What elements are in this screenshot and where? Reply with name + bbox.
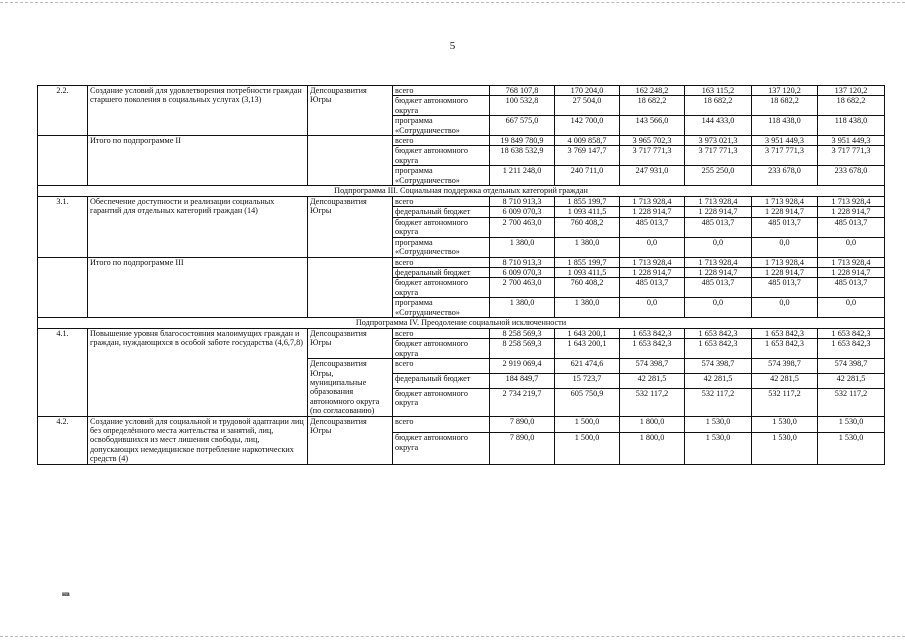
amount-cell: 1 380,0 [490,237,555,257]
executor [308,136,393,186]
amount-cell: 1 653 842,3 [620,339,685,359]
amount-cell: 667 575,0 [490,116,555,136]
funding-source: федеральный бюджет [393,373,490,388]
amount-cell: 18 682,2 [620,96,685,116]
subtotal-label: Итого по подпрограмме III [88,257,308,317]
amount-cell: 1 653 842,3 [685,328,752,338]
amount-cell: 1 530,0 [818,433,885,465]
subtotal-label: Итого по подпрограмме II [88,136,308,186]
subprogram-heading: Подпрограмма III. Социальная поддержка отдельных категорий граждан [38,186,885,197]
amount-cell: 2 700 463,0 [490,217,555,237]
funding-source: федеральный бюджет [393,207,490,217]
funding-source: программа «Сотрудничество» [393,166,490,186]
amount-cell: 0,0 [752,237,818,257]
amount-cell: 2 734 219,7 [490,388,555,416]
funding-source: всего [393,257,490,267]
amount-cell: 3 717 771,3 [685,146,752,166]
item-name: Обеспечение доступности и реализации социальных гарантий для отдельных категорий граждан (14) [88,197,308,257]
amount-cell: 3 965 702,3 [620,136,685,146]
amount-cell: 7 890,0 [490,433,555,465]
funding-source: бюджет автономного округа [393,96,490,116]
amount-cell: 1 228 914,7 [685,267,752,277]
amount-cell: 485 013,7 [818,278,885,298]
amount-cell: 1 228 914,7 [620,267,685,277]
amount-cell: 0,0 [685,237,752,257]
amount-cell: 1 713 928,4 [620,257,685,267]
amount-cell: 255 250,0 [685,166,752,186]
item-name: Создание условий для удовлетворения потребности граждан старшего поколения в социальных услугах (3,13) [88,86,308,136]
amount-cell: 3 717 771,3 [818,146,885,166]
funding-source: всего [393,197,490,207]
amount-cell: 1 530,0 [752,416,818,433]
amount-cell: 1 228 914,7 [620,207,685,217]
amount-cell: 485 013,7 [620,217,685,237]
amount-cell: 1 653 842,3 [818,339,885,359]
executor: Депсоцразвития Югры [308,328,393,358]
amount-cell: 1 653 842,3 [752,328,818,338]
amount-cell: 162 248,2 [620,86,685,96]
amount-cell: 170 204,0 [555,86,620,96]
amount-cell: 0,0 [818,298,885,318]
section-row [38,317,885,328]
amount-cell: 1 800,0 [620,433,685,465]
amount-cell: 8 710 913,3 [490,197,555,207]
amount-cell: 574 398,7 [620,359,685,374]
amount-cell: 1 093 411,5 [555,267,620,277]
amount-cell: 1 228 914,7 [818,207,885,217]
executor: Депсоцразвития Югры, муниципальные образования автономного округа (по согласованию) [308,359,393,416]
amount-cell: 4 009 858,7 [555,136,620,146]
amount-cell: 760 408,2 [555,278,620,298]
amount-cell: 42 281,5 [752,373,818,388]
amount-cell: 1 228 914,7 [818,267,885,277]
amount-cell: 8 710 913,3 [490,257,555,267]
amount-cell: 1 530,0 [685,433,752,465]
funding-source: бюджет автономного округа [393,339,490,359]
funding-source: бюджет автономного округа [393,278,490,298]
item-number: 2.2. [38,86,88,136]
amount-cell: 1 713 928,4 [685,257,752,267]
funding-source: всего [393,359,490,374]
amount-cell: 1 653 842,3 [620,328,685,338]
footer-mark: нв [62,590,70,598]
amount-cell: 233 678,0 [752,166,818,186]
amount-cell: 1 380,0 [490,298,555,318]
page-number: 5 [449,40,456,52]
amount-cell: 1 713 928,4 [752,257,818,267]
amount-cell: 42 281,5 [685,373,752,388]
amount-cell: 15 723,7 [555,373,620,388]
amount-cell: 3 973 021,3 [685,136,752,146]
amount-cell: 0,0 [818,237,885,257]
funding-source: всего [393,86,490,96]
amount-cell: 163 115,2 [685,86,752,96]
amount-cell: 0,0 [685,298,752,318]
amount-cell: 100 532,8 [490,96,555,116]
amount-cell: 485 013,7 [685,217,752,237]
amount-cell: 143 566,0 [620,116,685,136]
amount-cell: 3 951 449,3 [818,136,885,146]
amount-cell: 137 120,2 [752,86,818,96]
amount-cell: 574 398,7 [685,359,752,374]
amount-cell: 1 380,0 [555,237,620,257]
amount-cell: 3 769 147,7 [555,146,620,166]
amount-cell: 1 500,0 [555,433,620,465]
item-number: 4.2. [38,416,88,464]
amount-cell: 8 258 569,3 [490,328,555,338]
amount-cell: 118 438,0 [818,116,885,136]
amount-cell: 184 849,7 [490,373,555,388]
amount-cell: 0,0 [620,237,685,257]
funding-source: всего [393,416,490,433]
amount-cell: 485 013,7 [752,278,818,298]
amount-cell: 18 682,2 [818,96,885,116]
amount-cell: 1 228 914,7 [752,207,818,217]
amount-cell: 6 009 070,3 [490,207,555,217]
funding-source: программа «Сотрудничество» [393,116,490,136]
item-number [38,257,88,317]
item-number [38,136,88,186]
amount-cell: 144 433,0 [685,116,752,136]
amount-cell: 1 530,0 [818,416,885,433]
amount-cell: 1 530,0 [752,433,818,465]
amount-cell: 240 711,0 [555,166,620,186]
amount-cell: 574 398,7 [818,359,885,374]
amount-cell: 137 120,2 [818,86,885,96]
amount-cell: 233 678,0 [818,166,885,186]
amount-cell: 485 013,7 [752,217,818,237]
amount-cell: 1 643 200,1 [555,328,620,338]
amount-cell: 485 013,7 [818,217,885,237]
subprogram-heading: Подпрограмма IV. Преодоление социальной исключенности [38,317,885,328]
amount-cell: 18 682,2 [752,96,818,116]
amount-cell: 19 849 780,9 [490,136,555,146]
scan-edge-top [0,2,905,3]
amount-cell: 485 013,7 [620,278,685,298]
amount-cell: 1 713 928,4 [818,257,885,267]
amount-cell: 1 800,0 [620,416,685,433]
amount-cell: 1 093 411,5 [555,207,620,217]
table-row [38,328,885,338]
executor [308,257,393,317]
amount-cell: 1 855 199,7 [555,257,620,267]
amount-cell: 1 713 928,4 [752,197,818,207]
table-row [38,86,885,96]
amount-cell: 1 228 914,7 [685,207,752,217]
funding-source: бюджет автономного округа [393,146,490,166]
funding-source: всего [393,328,490,338]
amount-cell: 2 919 069,4 [490,359,555,374]
funding-source: бюджет автономного округа [393,217,490,237]
funding-source: бюджет автономного округа [393,433,490,465]
amount-cell: 1 713 928,4 [818,197,885,207]
amount-cell: 42 281,5 [620,373,685,388]
funding-source: бюджет автономного округа [393,388,490,416]
item-name: Повышение уровня благосостояния малоимущих граждан и граждан, нуждающихся в особой заботе государства (4,6,7,8) [88,328,308,416]
amount-cell: 1 855 199,7 [555,197,620,207]
table-row [38,136,885,146]
amount-cell: 605 750,9 [555,388,620,416]
funding-source: программа «Сотрудничество» [393,237,490,257]
amount-cell: 142 700,0 [555,116,620,136]
amount-cell: 1 653 842,3 [818,328,885,338]
amount-cell: 485 013,7 [685,278,752,298]
amount-cell: 1 713 928,4 [685,197,752,207]
executor: Депсоцразвития Югры [308,86,393,136]
amount-cell: 532 117,2 [620,388,685,416]
executor: Депсоцразвития Югры [308,416,393,464]
funding-source: программа «Сотрудничество» [393,298,490,318]
amount-cell: 1 653 842,3 [685,339,752,359]
amount-cell: 2 700 463,0 [490,278,555,298]
amount-cell: 1 380,0 [555,298,620,318]
amount-cell: 7 890,0 [490,416,555,433]
amount-cell: 18 638 532,9 [490,146,555,166]
item-name: Создание условий для социальной и трудовой адаптации лиц без определённого места жительства и занятий, лиц, освободившихся из мест лишения свободы, лиц, допускающих немедицинское потребление наркотических средств (4) [88,416,308,464]
amount-cell: 1 653 842,3 [752,339,818,359]
table-row [38,197,885,207]
amount-cell: 1 211 248,0 [490,166,555,186]
amount-cell: 1 530,0 [685,416,752,433]
table-row [38,416,885,433]
amount-cell: 532 117,2 [752,388,818,416]
amount-cell: 1 643 200,1 [555,339,620,359]
amount-cell: 3 717 771,3 [752,146,818,166]
amount-cell: 621 474,6 [555,359,620,374]
amount-cell: 1 500,0 [555,416,620,433]
amount-cell: 1 713 928,4 [620,197,685,207]
funding-source: всего [393,136,490,146]
amount-cell: 247 931,0 [620,166,685,186]
item-number: 3.1. [38,197,88,257]
amount-cell: 532 117,2 [818,388,885,416]
amount-cell: 8 258 569,3 [490,339,555,359]
amount-cell: 118 438,0 [752,116,818,136]
amount-cell: 42 281,5 [818,373,885,388]
scan-edge-bottom [0,636,905,637]
section-row [38,186,885,197]
amount-cell: 760 408,2 [555,217,620,237]
amount-cell: 1 228 914,7 [752,267,818,277]
amount-cell: 6 009 070,3 [490,267,555,277]
executor: Депсоцразвития Югры [308,197,393,257]
amount-cell: 532 117,2 [685,388,752,416]
amount-cell: 0,0 [752,298,818,318]
amount-cell: 768 107,8 [490,86,555,96]
amount-cell: 27 504,0 [555,96,620,116]
amount-cell: 3 717 771,3 [620,146,685,166]
amount-cell: 0,0 [620,298,685,318]
table-row [38,257,885,267]
funding-source: федеральный бюджет [393,267,490,277]
item-number: 4.1. [38,328,88,416]
amount-cell: 574 398,7 [752,359,818,374]
budget-table [37,85,885,465]
amount-cell: 18 682,2 [685,96,752,116]
amount-cell: 3 951 449,3 [752,136,818,146]
